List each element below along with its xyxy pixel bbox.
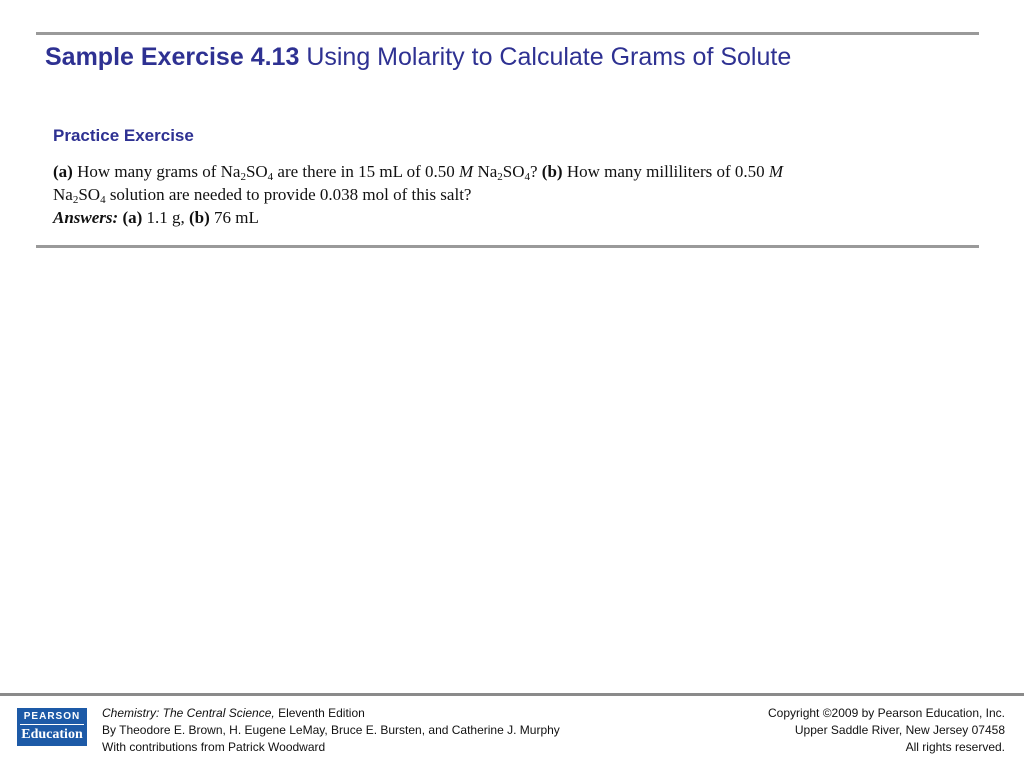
top-divider [36,32,979,35]
exercise-number: Sample Exercise 4.13 [45,43,300,71]
question-b-text: How many milliliters of 0.50 [566,162,765,181]
book-contributions: With contributions from Patrick Woodward [102,740,326,754]
footer-citation [102,705,560,756]
practice-body [53,160,953,229]
answers-label: Answers: [53,208,119,227]
answer-a-label: (a) [122,208,143,227]
footer-divider [0,693,1024,696]
answers-line [53,206,953,229]
exercise-topic: Using Molarity to Calculate Grams of Solute [306,43,792,71]
slide-title [45,43,985,72]
formula-na: Na [477,162,498,181]
section-divider [36,245,979,248]
question-line-1: (a) How many grams of $Na_2SO_4$ are there in 15 mL of 0.50 M $Na_2SO_4$? (b) How many milliliters of 0.50 M [53,162,784,183]
pearson-education-logo [17,708,87,746]
formula-so: SO [502,162,525,181]
practice-heading: Practice Exercise [53,126,194,145]
address-line: Upper Saddle River, New Jersey 07458 [794,723,1005,737]
formula-na: Na [53,185,73,204]
subscript-4: 4 [524,171,530,183]
formula-so: SO [78,185,101,204]
molar-symbol: M [459,162,474,181]
subscript-2: 2 [497,171,503,183]
rights-line: All rights reserved. [905,740,1005,754]
book-authors: By Theodore E. Brown, H. Eugene LeMay, Bruce E. Bursten, and Catherine J. Murphy [102,723,560,737]
subscript-2: 2 [72,194,79,206]
question-a-label: (a) [53,162,73,181]
answer-b-label: (b) [189,208,210,227]
answer-b-value: 76 mL [214,208,259,227]
copyright-line: Copyright ©2009 by Pearson Education, Inc. [768,706,1005,720]
molar-symbol: M [768,162,784,181]
question-b-label: (b) [541,162,563,181]
book-line [102,705,560,722]
footer-copyright [768,705,1005,756]
book-title: Chemistry: The Central Science, [102,706,275,720]
question-a-text-2: are there in 15 mL of 0.50 [277,162,455,181]
subscript-2: 2 [240,171,246,183]
subscript-4: 4 [100,194,106,206]
answer-a-value: 1.1 g, [146,208,185,227]
logo-pearson-text: PEARSON [20,708,84,725]
question-line-2 [53,183,953,206]
subscript-4: 4 [267,171,274,183]
question-b-text-2: solution are needed to provide 0.038 mol of this salt? [109,185,472,204]
question-a-text: How many grams of Na [77,162,241,181]
formula-so: SO [245,162,268,181]
book-edition: Eleventh Edition [278,706,365,720]
logo-education-text: Education [21,727,83,742]
